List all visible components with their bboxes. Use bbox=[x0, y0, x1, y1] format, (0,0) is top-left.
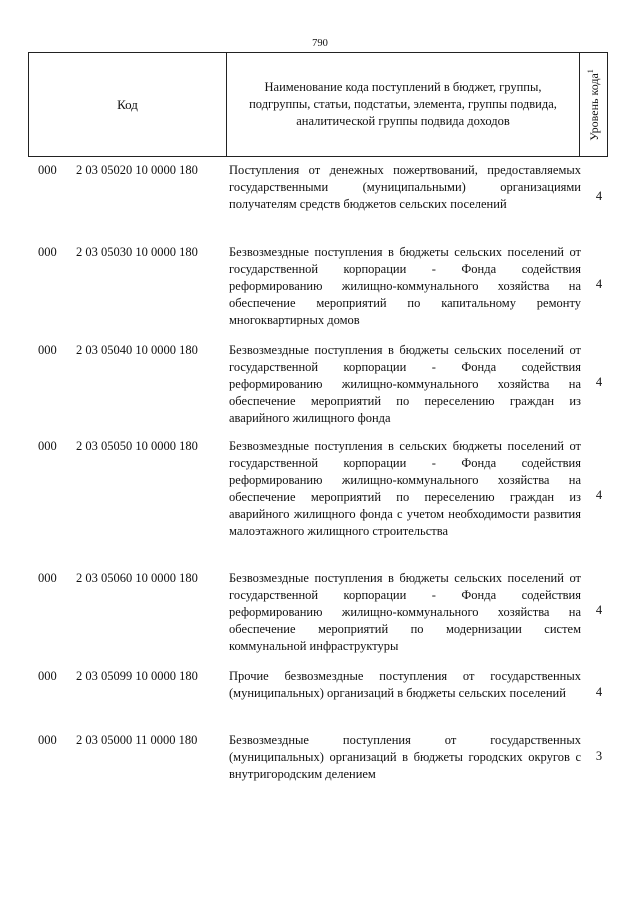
row-name: Безвозмездные поступления в бюджеты сельских поселений от государственной корпорации - Фонда содействия реформированию жилищно-коммунального хозяйства на обеспечение мероприятий по капитальному ремонту многоквартирных домов bbox=[229, 245, 581, 327]
header-level-footnote: 1 bbox=[585, 68, 595, 73]
row-prefix: 000 bbox=[38, 163, 57, 177]
row-code: 2 03 05060 10 0000 180 bbox=[76, 571, 198, 585]
row-prefix: 000 bbox=[38, 343, 57, 357]
row-level: 4 bbox=[595, 375, 603, 389]
row-code: 2 03 05040 10 0000 180 bbox=[76, 343, 198, 357]
row-code: 2 03 05050 10 0000 180 bbox=[76, 439, 198, 453]
row-name: Безвозмездные поступления от государственных (муниципальных) организаций в бюджеты городских округов с внутригородским делением bbox=[229, 733, 581, 781]
page-number: 790 bbox=[312, 38, 328, 49]
row-prefix: 000 bbox=[38, 669, 57, 683]
header-level-cell bbox=[580, 53, 607, 156]
row-name: Поступления от денежных пожертвований, предоставляемых государственными (муниципальными) организациями получателям средств бюджетов сельских поселений bbox=[229, 163, 581, 211]
row-level: 4 bbox=[595, 277, 603, 291]
row-prefix: 000 bbox=[38, 733, 57, 747]
row-name: Безвозмездные поступления в бюджеты сельских поселений от государственной корпорации - Фонда содействия реформированию жилищно-коммунального хозяйства на обеспечение мероприятий по переселению граждан из аварийного жилищного фонда bbox=[229, 343, 581, 425]
header-code-label: Код bbox=[117, 96, 138, 112]
row-code: 2 03 05030 10 0000 180 bbox=[76, 245, 198, 259]
header-name-cell bbox=[227, 53, 580, 156]
header-name-label: Наименование кода поступлений в бюджет, группы, подгруппы, статьи, подстатьи, элемента, группы подвида, аналитической группы подвида доходов bbox=[249, 80, 557, 128]
row-code: 2 03 05000 11 0000 180 bbox=[76, 733, 198, 747]
row-level: 4 bbox=[595, 189, 603, 203]
row-name: Безвозмездные поступления в сельских бюджеты поселений от государственной корпорации - Фонда содействия реформированию жилищно-коммунального хозяйства на обеспечение мероприятий по переселению граждан из аварийного жилищного фонда с учетом необходимости развития малоэтажного жилищного строительства bbox=[229, 439, 581, 538]
header-code-cell bbox=[29, 53, 227, 156]
row-level: 4 bbox=[595, 488, 603, 502]
row-prefix: 000 bbox=[38, 245, 57, 259]
row-level: 3 bbox=[595, 749, 603, 763]
header-level-rotated bbox=[586, 69, 602, 141]
row-name: Прочие безвозмездные поступления от государственных (муниципальных) организаций в бюджеты сельских поселений bbox=[229, 669, 581, 700]
row-prefix: 000 bbox=[38, 571, 57, 585]
row-code: 2 03 05099 10 0000 180 bbox=[76, 669, 198, 683]
row-prefix: 000 bbox=[38, 439, 57, 453]
header-level-label: Уровень кода bbox=[586, 72, 601, 141]
row-code: 2 03 05020 10 0000 180 bbox=[76, 163, 198, 177]
row-name: Безвозмездные поступления в бюджеты сельских поселений от государственной корпорации - Фонда содействия реформированию жилищно-коммунального хозяйства на обеспечение мероприятий по модернизации систем коммунальной инфраструктуры bbox=[229, 571, 581, 653]
row-level: 4 bbox=[595, 685, 603, 699]
table-header bbox=[28, 52, 608, 157]
row-level: 4 bbox=[595, 603, 603, 617]
